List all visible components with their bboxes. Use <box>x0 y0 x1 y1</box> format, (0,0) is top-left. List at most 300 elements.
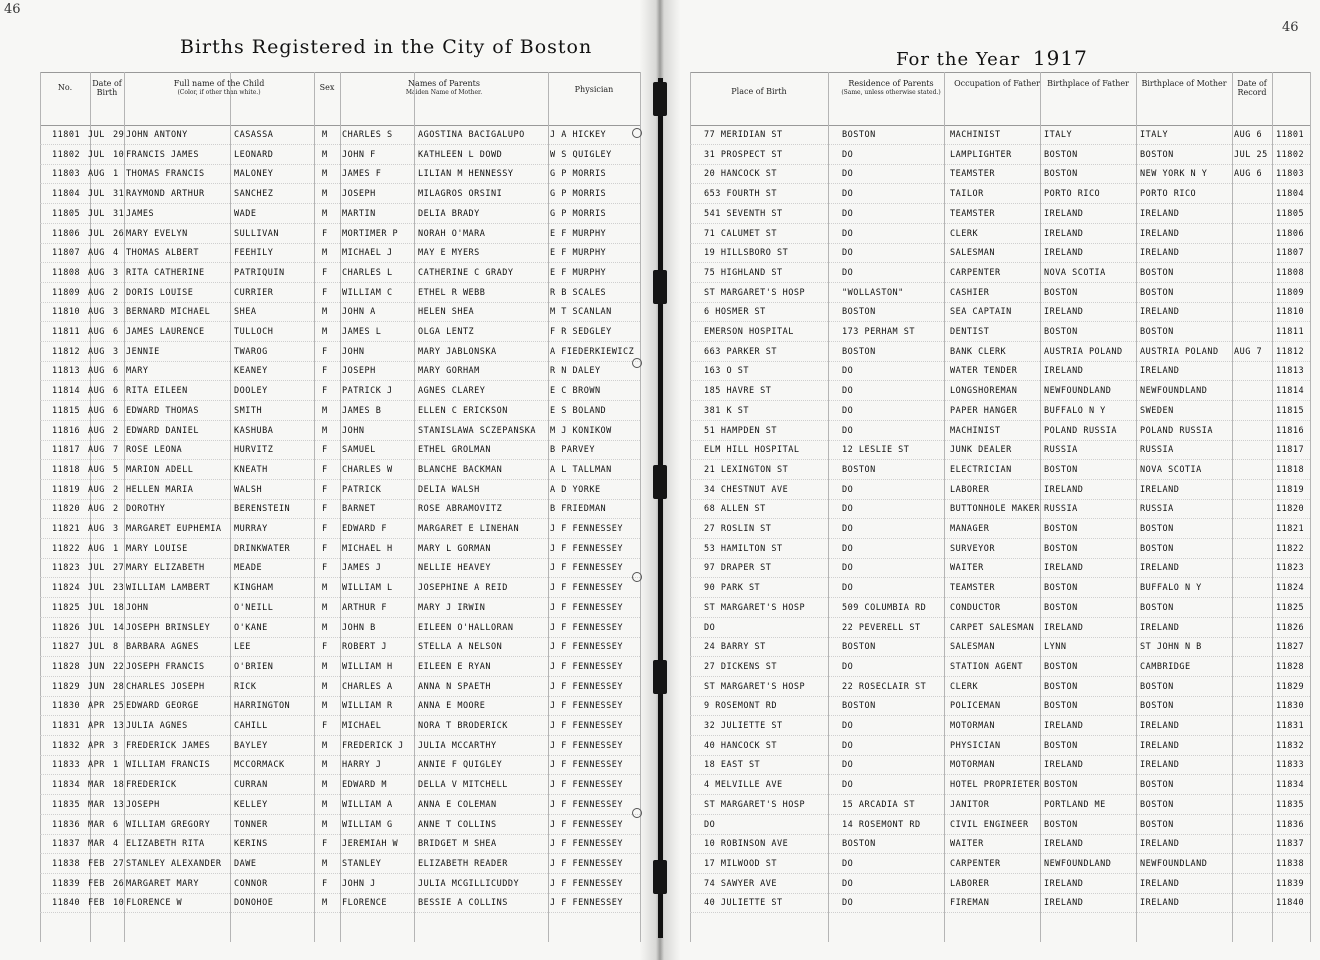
mother-birthplace: NEWFOUNDLAND <box>1140 386 1208 397</box>
row-rule <box>40 617 640 618</box>
birth-day: 31 <box>113 208 125 219</box>
header-child-name-label: Full name of the Child <box>173 79 265 88</box>
father-occupation: LAMPLIGHTER <box>950 149 1012 160</box>
mother-maiden-name: NORAH O'MARA <box>418 228 486 239</box>
row-rule <box>690 637 1310 638</box>
child-sex: M <box>322 405 328 416</box>
physician-name: B PARVEY <box>550 445 595 456</box>
place-of-birth: DO <box>704 819 716 830</box>
physician-name: J F FENNESSEY <box>550 721 624 731</box>
record-number-right: 11818 <box>1276 464 1305 475</box>
row-rule <box>690 656 1310 657</box>
birth-day: 22 <box>113 661 125 672</box>
parents-residence: DO <box>842 760 854 771</box>
father-name: FLORENCE <box>342 898 387 909</box>
mother-birthplace: BOSTON <box>1140 149 1174 160</box>
child-given-names: MARY EVELYN <box>126 228 188 239</box>
child-surname: KNEATH <box>234 464 268 475</box>
row-rule <box>690 676 1310 677</box>
place-of-birth: 51 HAMPDEN ST <box>704 425 778 436</box>
father-birthplace: IRELAND <box>1044 563 1084 574</box>
child-sex: F <box>322 228 328 239</box>
child-given-names: JOHN <box>126 602 149 613</box>
mother-maiden-name: STANISLAWA SCZEPANSKA <box>418 425 536 436</box>
record-number: 11839 <box>52 878 81 889</box>
birth-month: AUG <box>88 327 105 337</box>
record-number: 11823 <box>52 563 81 574</box>
father-birthplace: IRELAND <box>1044 878 1084 889</box>
father-occupation: SALESMAN <box>950 248 995 259</box>
physician-name: J F FENNESSEY <box>550 602 624 613</box>
header-birthplace-mother: Birthplace of Mother <box>1141 79 1227 88</box>
father-birthplace: LYNN <box>1044 642 1067 653</box>
child-given-names: DOROTHY <box>126 504 166 515</box>
birth-month: JUL <box>88 130 105 140</box>
father-birthplace: BOSTON <box>1044 543 1078 554</box>
physician-name: J F FENNESSEY <box>550 622 624 633</box>
child-given-names: STANLEY ALEXANDER <box>126 858 222 869</box>
parents-residence: 12 LESLIE ST <box>842 445 910 456</box>
header-child-name <box>124 79 314 97</box>
birth-day: 31 <box>113 189 125 200</box>
father-occupation: DENTIST <box>950 327 990 337</box>
record-number-right: 11811 <box>1276 327 1305 337</box>
child-sex: F <box>322 464 328 475</box>
father-birthplace: BOSTON <box>1044 327 1078 337</box>
parents-residence: 15 ARCADIA ST <box>842 799 916 810</box>
mother-maiden-name: BLANCHE BACKMAN <box>418 464 503 475</box>
mother-maiden-name: MARY JABLONSKA <box>418 346 497 357</box>
father-name: JAMES J <box>342 563 382 574</box>
physician-name: J F FENNESSEY <box>550 858 624 869</box>
physician-name: J F FENNESSEY <box>550 524 624 534</box>
physician-name: E F MURPHY <box>550 267 607 278</box>
child-sex: M <box>322 130 328 140</box>
father-name: WILLIAM C <box>342 287 393 298</box>
row-rule <box>40 538 640 539</box>
physician-name: J F FENNESSEY <box>550 661 624 672</box>
row-rule <box>40 834 640 835</box>
father-occupation: JANITOR <box>950 799 990 810</box>
row-rule <box>40 223 640 224</box>
father-name: JAMES L <box>342 327 382 337</box>
father-birthplace: IRELAND <box>1044 208 1084 219</box>
parents-residence: BOSTON <box>842 307 876 318</box>
row-rule <box>690 459 1310 460</box>
birth-month: MAR <box>88 780 105 791</box>
birth-month: AUG <box>88 287 105 298</box>
birth-day: 8 <box>113 642 119 653</box>
place-of-birth: ST MARGARET'S HOSP <box>704 681 806 692</box>
row-rule <box>690 321 1310 322</box>
child-sex: F <box>322 839 328 850</box>
mother-maiden-name: LILIAN M HENNESSY <box>418 169 514 180</box>
row-rule <box>40 420 640 421</box>
child-surname: BERENSTEIN <box>234 504 291 515</box>
birth-day: 10 <box>113 898 125 909</box>
father-occupation: STATION AGENT <box>950 661 1024 672</box>
birth-month: AUG <box>88 248 105 259</box>
child-given-names: THOMAS FRANCIS <box>126 169 205 180</box>
birth-month: JUL <box>88 583 105 594</box>
child-surname: KINGHAM <box>234 583 274 594</box>
child-sex: M <box>322 189 328 200</box>
record-number-right: 11835 <box>1276 799 1305 810</box>
father-name: ROBERT J <box>342 642 387 653</box>
place-of-birth: 6 HOSMER ST <box>704 307 766 318</box>
record-number-right: 11819 <box>1276 484 1305 495</box>
physician-name: J F FENNESSEY <box>550 780 624 791</box>
father-occupation: CARPENTER <box>950 858 1001 869</box>
father-occupation: JUNK DEALER <box>950 445 1012 456</box>
birth-day: 25 <box>113 701 125 712</box>
binder-clip <box>653 660 667 694</box>
birth-month: MAR <box>88 839 105 850</box>
child-sex: F <box>322 642 328 653</box>
mother-birthplace: AUSTRIA POLAND <box>1140 346 1219 357</box>
birth-month: JUN <box>88 661 105 672</box>
row-rule <box>40 183 640 184</box>
record-number: 11829 <box>52 681 81 692</box>
mother-maiden-name: MARY L GORMAN <box>418 543 492 554</box>
birth-month: MAR <box>88 819 105 830</box>
record-number: 11832 <box>52 740 81 751</box>
birth-month: APR <box>88 760 105 771</box>
page-title-left: Births Registered in the City of Boston <box>180 36 593 58</box>
row-rule <box>690 814 1310 815</box>
birth-month: MAR <box>88 799 105 810</box>
parents-residence: 22 ROSECLAIR ST <box>842 681 927 692</box>
father-birthplace: AUSTRIA POLAND <box>1044 346 1123 357</box>
header-date-of-birth: Date of Birth <box>92 79 122 97</box>
birth-month: AUG <box>88 425 105 436</box>
child-surname: KEANEY <box>234 366 268 377</box>
row-rule <box>40 302 640 303</box>
physician-name: J F FENNESSEY <box>550 543 624 554</box>
father-name: WILLIAM H <box>342 661 393 672</box>
physician-name: J A HICKEY <box>550 130 607 140</box>
father-occupation: SALESMAN <box>950 642 995 653</box>
physician-name: J F FENNESSEY <box>550 799 624 810</box>
birth-day: 7 <box>113 445 119 456</box>
row-rule <box>690 577 1310 578</box>
place-of-birth: 34 CHESTNUT AVE <box>704 484 789 495</box>
record-number: 11819 <box>52 484 81 495</box>
father-name: HARRY J <box>342 760 382 771</box>
child-surname: MCCORMACK <box>234 760 285 771</box>
mother-maiden-name: MARY J IRWIN <box>418 602 486 613</box>
row-rule <box>40 321 640 322</box>
father-occupation: CLERK <box>950 681 979 692</box>
father-birthplace: IRELAND <box>1044 484 1084 495</box>
mother-birthplace: BOSTON <box>1140 327 1174 337</box>
record-number-right: 11834 <box>1276 780 1305 791</box>
row-rule <box>40 558 640 559</box>
father-birthplace: IRELAND <box>1044 622 1084 633</box>
birth-day: 6 <box>113 327 119 337</box>
record-number-right: 11829 <box>1276 681 1305 692</box>
mother-maiden-name: ANNA N SPAETH <box>418 681 492 692</box>
child-given-names: MARY ELIZABETH <box>126 563 205 574</box>
father-name: JOHN <box>342 425 365 436</box>
parents-residence: DO <box>842 189 854 200</box>
birth-month: AUG <box>88 386 105 397</box>
father-name: STANLEY <box>342 858 382 869</box>
birth-month: AUG <box>88 464 105 475</box>
child-surname: DOOLEY <box>234 386 268 397</box>
father-occupation: SURVEYOR <box>950 543 995 554</box>
child-given-names: JAMES LAURENCE <box>126 327 205 337</box>
child-surname: TONNER <box>234 819 268 830</box>
record-number-right: 11824 <box>1276 583 1305 594</box>
father-occupation: MANAGER <box>950 524 990 534</box>
child-surname: SULLIVAN <box>234 228 279 239</box>
record-number-right: 11814 <box>1276 386 1305 397</box>
binder-bar <box>658 78 663 938</box>
father-birthplace: BOSTON <box>1044 661 1078 672</box>
father-birthplace: NEWFOUNDLAND <box>1044 858 1112 869</box>
row-rule <box>40 735 640 736</box>
father-name: WILLIAM A <box>342 799 393 810</box>
birth-month: FEB <box>88 878 105 889</box>
row-rule <box>690 361 1310 362</box>
child-sex: M <box>322 149 328 160</box>
parents-residence: DO <box>842 267 854 278</box>
mother-birthplace: IRELAND <box>1140 721 1180 731</box>
child-surname: CURRIER <box>234 287 274 298</box>
father-birthplace: BOSTON <box>1044 524 1078 534</box>
father-name: MICHAEL J <box>342 248 393 259</box>
row-rule <box>40 696 640 697</box>
parents-residence: 14 ROSEMONT RD <box>842 819 921 830</box>
father-name: CHARLES W <box>342 464 393 475</box>
binder-hole <box>632 808 642 818</box>
parents-residence: DO <box>842 228 854 239</box>
row-rule <box>40 361 640 362</box>
mother-birthplace: IRELAND <box>1140 878 1180 889</box>
father-occupation: MOTORMAN <box>950 721 995 731</box>
mother-maiden-name: HELEN SHEA <box>418 307 475 318</box>
father-name: MORTIMER P <box>342 228 399 239</box>
parents-residence: DO <box>842 661 854 672</box>
place-of-birth: ST MARGARET'S HOSP <box>704 799 806 810</box>
child-sex: M <box>322 701 328 712</box>
record-number: 11814 <box>52 386 81 397</box>
birth-month: FEB <box>88 898 105 909</box>
father-birthplace: IRELAND <box>1044 721 1084 731</box>
mother-maiden-name: ROSE ABRAMOVITZ <box>418 504 503 515</box>
birth-month: AUG <box>88 445 105 456</box>
record-number: 11807 <box>52 248 81 259</box>
header-residence-label: Residence of Parents <box>848 79 934 88</box>
row-rule <box>690 755 1310 756</box>
row-rule <box>690 834 1310 835</box>
physician-name: J F FENNESSEY <box>550 583 624 594</box>
date-of-record: AUG 7 <box>1234 346 1263 357</box>
child-sex: M <box>322 208 328 219</box>
father-occupation: POLICEMAN <box>950 701 1001 712</box>
record-number: 11801 <box>52 130 81 140</box>
father-name: WILLIAM G <box>342 819 393 830</box>
record-number: 11803 <box>52 169 81 180</box>
record-number-right: 11809 <box>1276 287 1305 298</box>
birth-day: 27 <box>113 563 125 574</box>
date-of-record: AUG 6 <box>1234 169 1263 180</box>
parents-residence: BOSTON <box>842 464 876 475</box>
father-occupation: TEAMSTER <box>950 169 995 180</box>
child-sex: M <box>322 602 328 613</box>
child-surname: CURRAN <box>234 780 268 791</box>
header-parents-note: Maiden Name of Mother. <box>405 89 483 96</box>
mother-birthplace: BOSTON <box>1140 524 1174 534</box>
row-rule <box>690 893 1310 894</box>
father-occupation: CARPENTER <box>950 267 1001 278</box>
child-sex: M <box>322 425 328 436</box>
child-sex: M <box>322 819 328 830</box>
row-rule <box>690 715 1310 716</box>
child-sex: M <box>322 858 328 869</box>
father-name: JOHN A <box>342 307 376 318</box>
record-number-right: 11810 <box>1276 307 1305 318</box>
record-number-right: 11825 <box>1276 602 1305 613</box>
child-given-names: FLORENCE W <box>126 898 183 909</box>
row-rule <box>40 715 640 716</box>
father-occupation: MOTORMAN <box>950 760 995 771</box>
physician-name: F R SEDGLEY <box>550 327 612 337</box>
father-occupation: CARPET SALESMAN <box>950 622 1035 633</box>
child-sex: M <box>322 740 328 751</box>
record-number: 11835 <box>52 799 81 810</box>
child-given-names: MARY <box>126 366 149 377</box>
child-surname: WALSH <box>234 484 263 495</box>
father-birthplace: PORTO RICO <box>1044 189 1101 200</box>
child-sex: F <box>322 563 328 574</box>
record-number-right: 11838 <box>1276 858 1305 869</box>
father-occupation: LABORER <box>950 484 990 495</box>
place-of-birth: 32 JULIETTE ST <box>704 721 783 731</box>
place-of-birth: 9 ROSEMONT RD <box>704 701 778 712</box>
parents-residence: DO <box>842 425 854 436</box>
birth-day: 3 <box>113 524 119 534</box>
child-surname: PATRIQUIN <box>234 267 285 278</box>
record-number: 11828 <box>52 661 81 672</box>
physician-name: J F FENNESSEY <box>550 681 624 692</box>
child-given-names: ELIZABETH RITA <box>126 839 205 850</box>
parents-residence: DO <box>842 583 854 594</box>
header-residence <box>828 79 954 97</box>
child-sex: F <box>322 366 328 377</box>
row-rule <box>690 183 1310 184</box>
parents-residence: DO <box>842 169 854 180</box>
place-of-birth: 40 JULIETTE ST <box>704 898 783 909</box>
father-name: MARTIN <box>342 208 376 219</box>
father-birthplace: ITALY <box>1044 130 1073 140</box>
child-surname: CONNOR <box>234 878 268 889</box>
mother-birthplace: BOSTON <box>1140 701 1174 712</box>
mother-birthplace: IRELAND <box>1140 208 1180 219</box>
record-number: 11824 <box>52 583 81 594</box>
birth-day: 2 <box>113 287 119 298</box>
father-name: MICHAEL H <box>342 543 393 554</box>
father-occupation: BANK CLERK <box>950 346 1007 357</box>
record-number: 11836 <box>52 819 81 830</box>
child-given-names: THOMAS ALBERT <box>126 248 200 259</box>
mother-maiden-name: STELLA A NELSON <box>418 642 503 653</box>
record-number: 11816 <box>52 425 81 436</box>
row-rule <box>40 893 640 894</box>
child-sex: M <box>322 681 328 692</box>
mother-maiden-name: ELLEN C ERICKSON <box>418 405 508 416</box>
place-of-birth: 74 SAWYER AVE <box>704 878 778 889</box>
row-rule <box>690 302 1310 303</box>
physician-name: J F FENNESSEY <box>550 563 624 574</box>
header-occupation: Occupation of Father <box>954 79 1040 88</box>
row-rule <box>690 735 1310 736</box>
record-number: 11813 <box>52 366 81 377</box>
father-birthplace: IRELAND <box>1044 839 1084 850</box>
birth-day: 14 <box>113 622 125 633</box>
row-rule <box>40 144 640 145</box>
child-given-names: MARGARET MARY <box>126 878 200 889</box>
child-given-names: MARGARET EUPHEMIA <box>126 524 222 534</box>
mother-maiden-name: ANNE T COLLINS <box>418 819 497 830</box>
mother-birthplace: POLAND RUSSIA <box>1140 425 1214 436</box>
mother-birthplace: IRELAND <box>1140 307 1180 318</box>
place-of-birth: 27 DICKENS ST <box>704 661 778 672</box>
record-number-right: 11813 <box>1276 366 1305 377</box>
place-of-birth: ELM HILL HOSPITAL <box>704 445 800 456</box>
parents-residence: DO <box>842 484 854 495</box>
physician-name: J F FENNESSEY <box>550 740 624 751</box>
father-name: JEREMIAH W <box>342 839 399 850</box>
place-of-birth: 53 HAMILTON ST <box>704 543 783 554</box>
row-rule <box>690 774 1310 775</box>
record-number: 11833 <box>52 760 81 771</box>
record-number: 11830 <box>52 701 81 712</box>
row-rule <box>690 203 1310 204</box>
row-rule <box>40 518 640 519</box>
row-rule <box>690 499 1310 500</box>
row-rule <box>690 696 1310 697</box>
parents-residence: BOSTON <box>842 839 876 850</box>
birth-month: AUG <box>88 169 105 180</box>
father-birthplace: BOSTON <box>1044 780 1078 791</box>
child-surname: O'NEILL <box>234 602 274 613</box>
parents-residence: BOSTON <box>842 346 876 357</box>
mother-birthplace: PORTO RICO <box>1140 189 1197 200</box>
birth-day: 6 <box>113 386 119 397</box>
father-birthplace: BOSTON <box>1044 169 1078 180</box>
physician-name: E F MURPHY <box>550 248 607 259</box>
father-name: ARTHUR F <box>342 602 387 613</box>
mother-birthplace: BOSTON <box>1140 543 1174 554</box>
child-given-names: HELLEN MARIA <box>126 484 194 495</box>
record-number-right: 11821 <box>1276 524 1305 534</box>
birth-month: AUG <box>88 504 105 515</box>
father-name: PATRICK <box>342 484 382 495</box>
row-rule <box>40 499 640 500</box>
parents-residence: DO <box>842 248 854 259</box>
parents-residence: DO <box>842 780 854 791</box>
mother-maiden-name: ANNIE F QUIGLEY <box>418 760 503 771</box>
mother-birthplace: IRELAND <box>1140 839 1180 850</box>
birth-day: 3 <box>113 307 119 318</box>
child-sex: F <box>322 346 328 357</box>
row-rule <box>40 282 640 283</box>
father-birthplace: IRELAND <box>1044 228 1084 239</box>
record-number-right: 11812 <box>1276 346 1305 357</box>
row-rule <box>40 676 640 677</box>
